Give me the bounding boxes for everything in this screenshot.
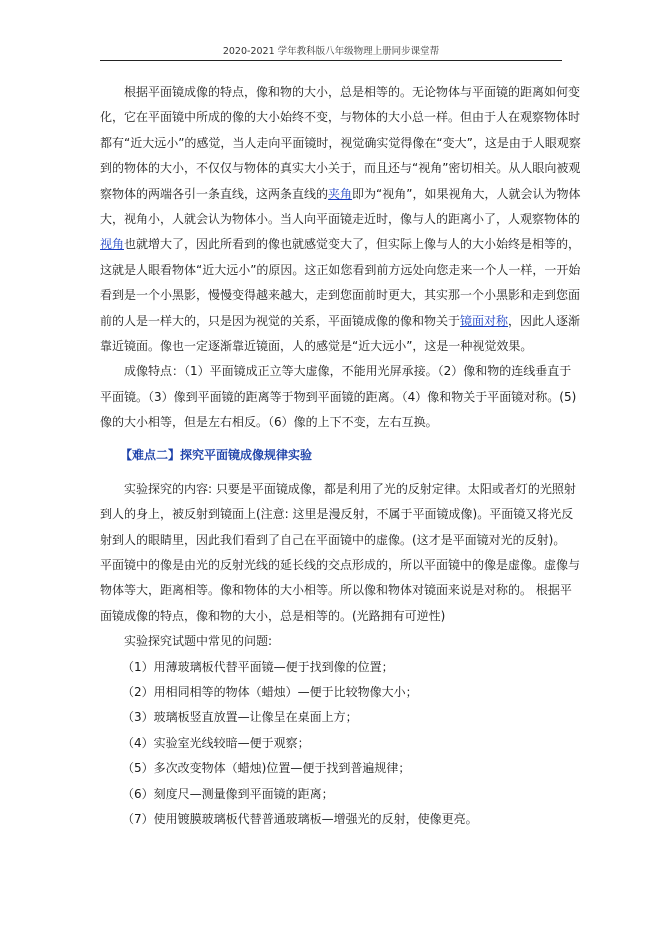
list-intro: 实验探究试题中常见的问题: [124,634,273,649]
text-line: 平面镜中的像是由光的反射光线的延长线的交点形成的，所以平面镜中的像是虚像。虚像与 [100,558,581,573]
paragraph-imaging-features [100,359,577,435]
text-line [100,232,581,257]
paragraph-mirror-image-size [100,80,581,359]
text-segment: 前的人是一样大的，只是因为视觉的关系，平面镜成像的像和物关于 [100,313,461,328]
text-line: 根据平面镜成像的特点，像和物的大小，总是相等的。无论物体与平面镜的距离如何变 [124,85,581,99]
list-item: （3）玻璃板竖直放置—让像呈在桌面上方； [122,710,358,725]
list-item: （7）使用镀膜玻璃板代替普通玻璃板—增强光的反射，使像更亮。 [122,811,478,826]
text-line: 看到是一个小黑影，慢慢变得越来越大，走到您面前时更大，其实那一个小黑影和走到您面 [100,288,581,303]
text-line [100,182,581,207]
page-header: 2020-2021 学年教科版八年级物理上册同步课堂帮 [100,44,562,61]
list-item: （2）用相同相等的物体（蜡烛）—便于比较物像大小； [122,684,418,699]
list-item: （4）实验室光线较暗—便于观察； [122,735,310,750]
list-item: （6）刻度尺—测量像到平面镜的距离； [122,786,334,801]
text-segment: 即为“视角”，如果视角大，人就会认为物体 [352,186,581,201]
text-segment: ，因此人逐渐 [508,313,581,328]
text-line [100,309,581,334]
text-line: 成像特点：（1）平面镜成正立等大虚像，不能用光屏承接。（2）像和物的连线垂直于 [124,364,572,379]
text-line: 像的大小相等，但是左右相反。（6）像的上下不变，左右互换。 [100,415,438,430]
paragraph-experiment-content [100,477,581,629]
list-item: （1）用薄玻璃板代替平面镜—便于找到像的位置； [122,659,394,674]
text-line: 射到人的眼睛里，因此我们看到了自己在平面镜中的虚像。(这才是平面镜对光的反射)。 [100,532,566,547]
text-line: 物体等大，距离相等。像和物体的大小相等。所以像和物体对镜面来说是对称的。 根据平 [100,583,572,598]
text-line: 到的物体的大小，不仅仅与物体的真实大小关于，而且还与“视角”密切相关。从人眼向被观 [100,161,581,176]
document-body [100,80,581,832]
text-line: 平面镜。（3）像到平面镜的距离等于物到平面镜的距离。（4）像和物关于平面镜对称。(5) [100,389,577,404]
link-included-angle[interactable]: 夹角 [328,186,353,201]
text-line: 靠近镜面。像也一定逐渐靠近镜面，人的感觉是“近大远小”，这是一种视觉效果。 [100,338,533,353]
text-line: 大，视角小，人就会认为物体小。当人向平面镜走近时，像与人的距离小了，人观察物体的 [100,211,581,226]
text-segment: 也就增大了，因此所看到的像也就感觉变大了，但实际上像与人的大小始终是相等的， [124,237,581,252]
heading-tag: 【难点二】 [120,448,181,463]
text-line: 这就是人眼看物体“近大远小”的原因。这正如您看到前方远处向您走来一个人一样，一开始 [100,262,581,277]
link-mirror-symmetry[interactable]: 镜面对称 [460,313,509,328]
text-line: 都有“近大远小”的感觉，当人走向平面镜时，视觉确实觉得像在“变大”，这是由于人眼观察 [100,135,581,150]
text-line: 实验探究的内容: 只要是平面镜成像，都是利用了光的反射定律。太阳或者灯的光照射 [124,481,576,496]
text-segment: 察物体的两端各引一条直线，这两条直线的 [100,186,329,201]
text-line: 面镜成像的特点，像和物的大小，总是相等的。(光路拥有可逆性) [100,608,446,623]
text-line: 到人的身上，被反射到镜面上(注意: 这里是漫反射，不属于平面镜成像)。平面镜又将光反 [100,507,574,522]
list-item: （5）多次改变物体（蜡烛)位置—便于找到普遍规律； [122,761,411,776]
link-visual-angle[interactable]: 视角 [100,237,125,252]
text-line: 化，它在平面镜中所成的像的大小始终不变，与物体的大小总一样。但由于人在观察物体时 [100,110,581,125]
experiment-questions-list [100,629,562,832]
heading-text: 探究平面镜成像规律实验 [180,448,313,463]
section-heading [100,443,562,468]
